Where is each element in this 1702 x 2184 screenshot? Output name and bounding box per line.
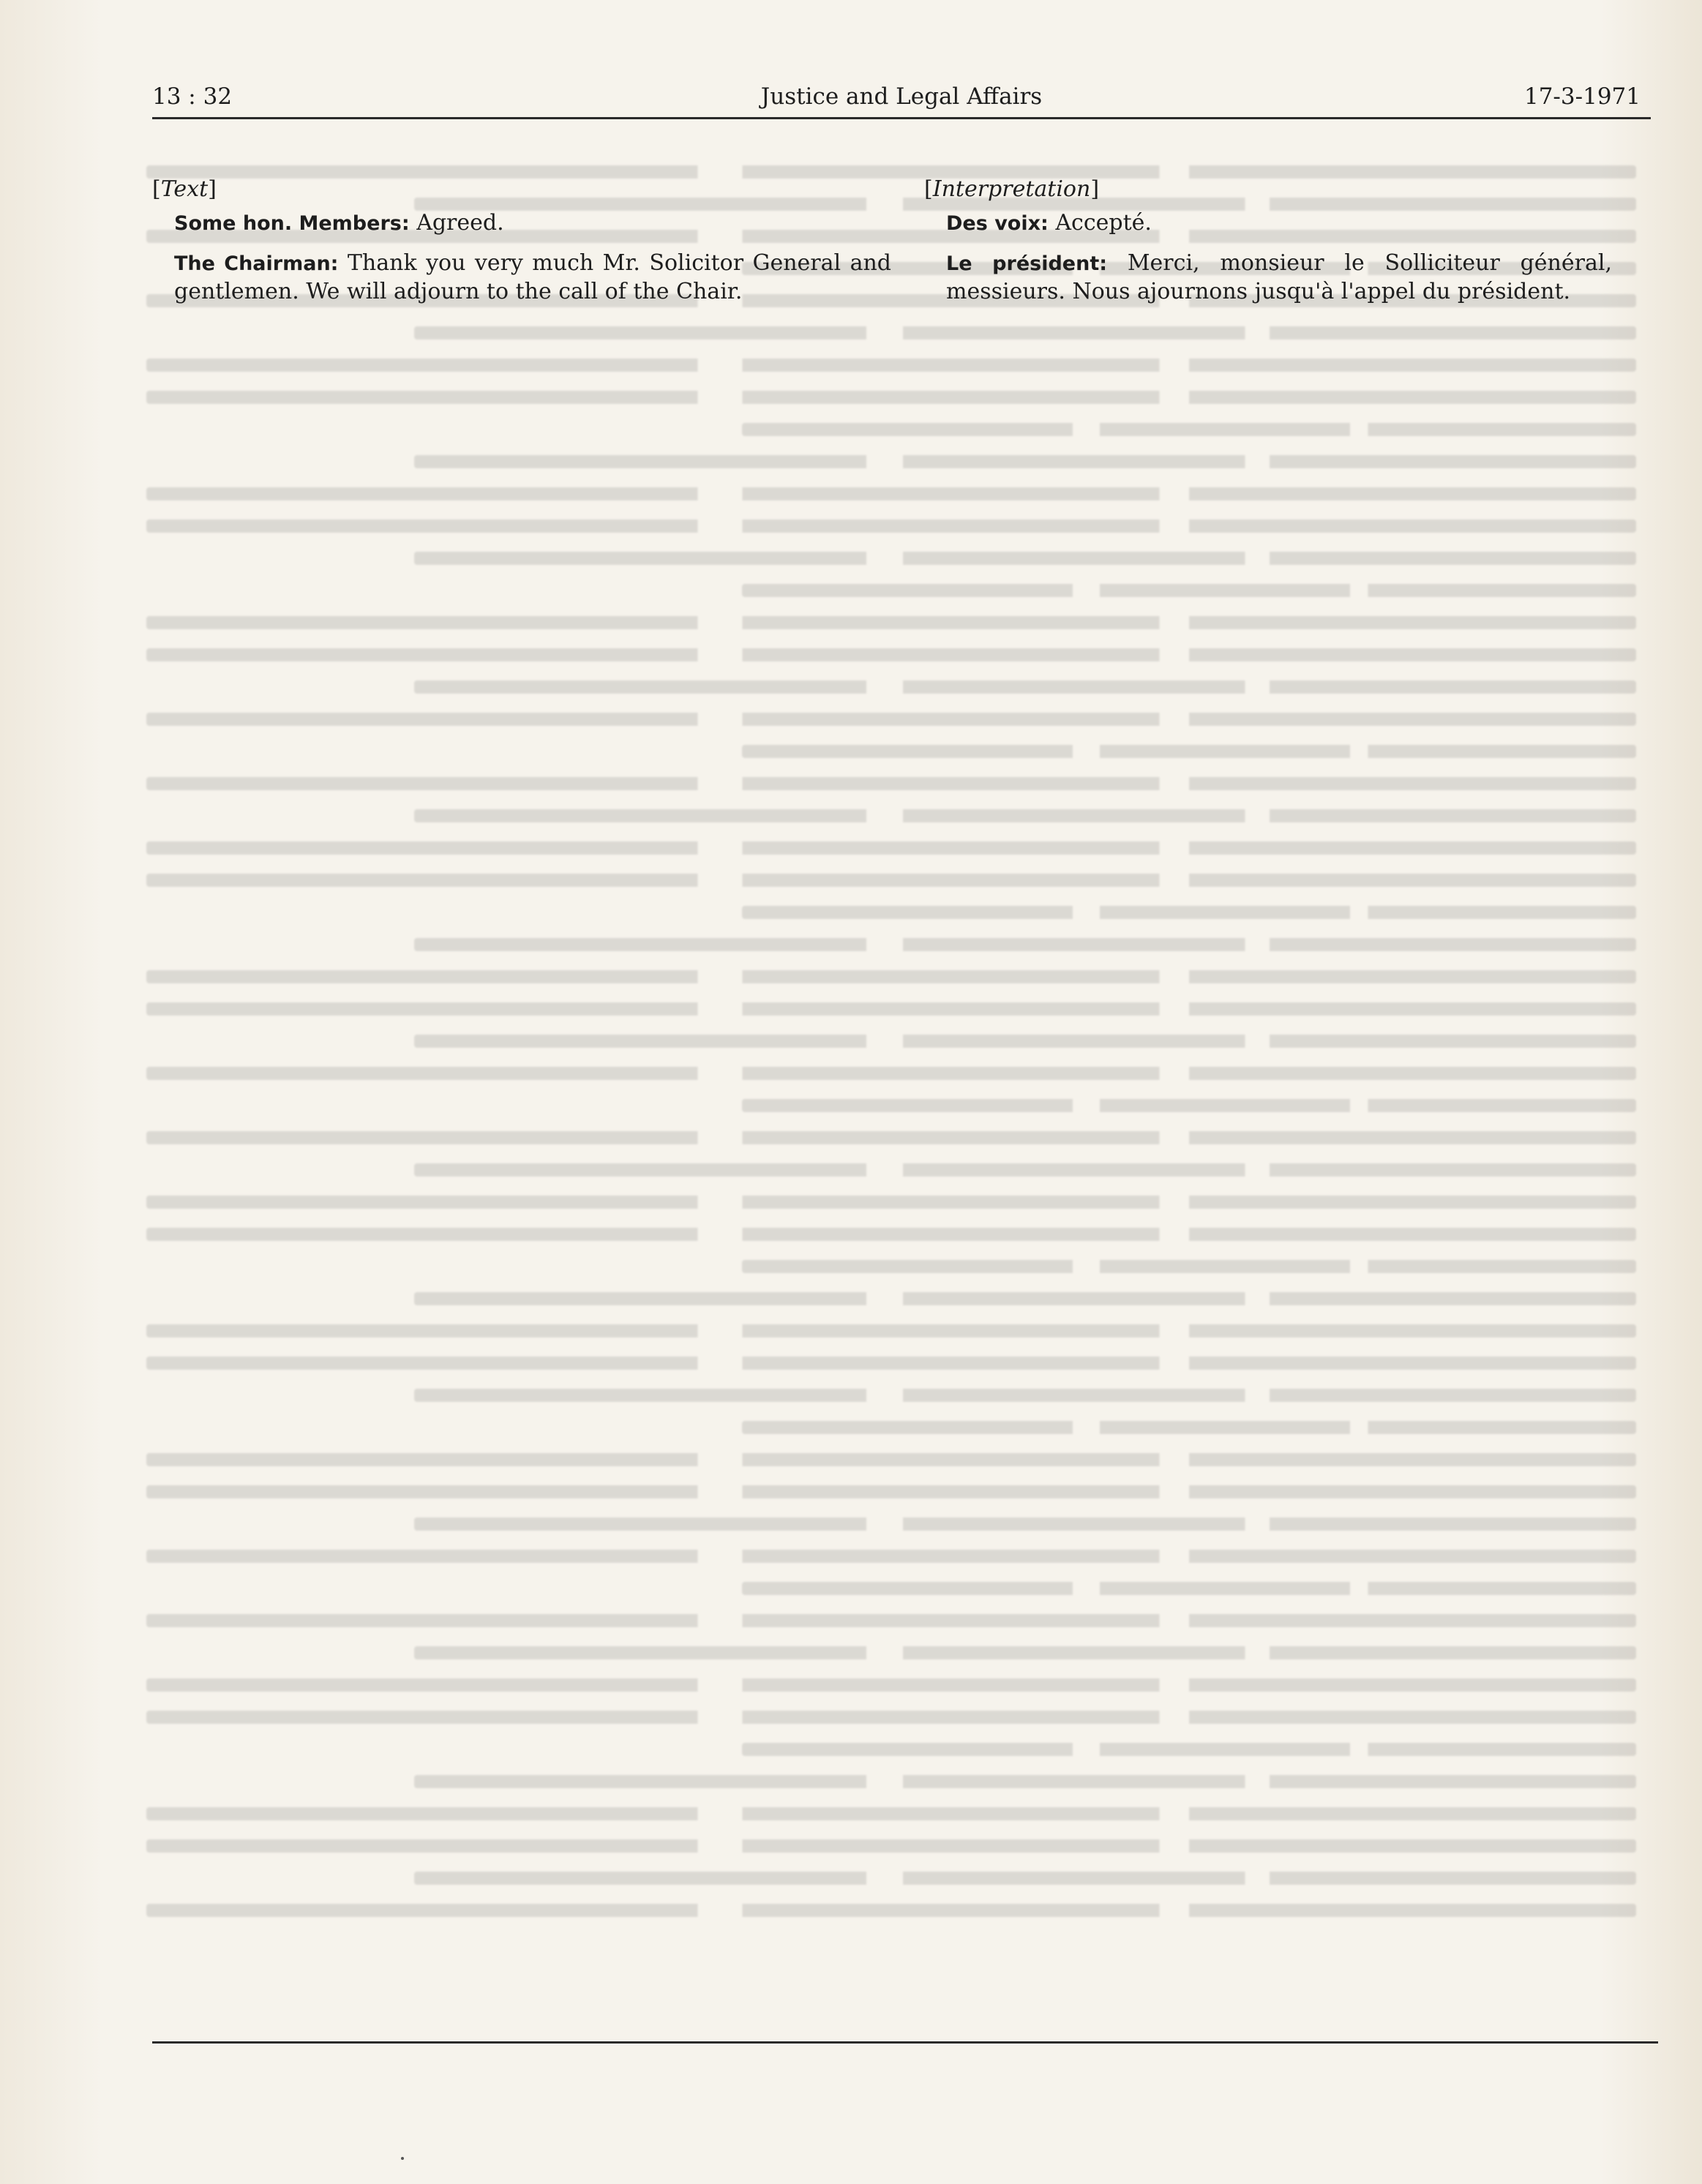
speaker-name: The Chairman: [174, 252, 339, 275]
transcript-paragraph [924, 249, 1612, 306]
section-label-interpretation: [Interpretation] [924, 176, 1100, 202]
page-title: Justice and Legal Affairs [760, 83, 1043, 110]
french-column [924, 176, 1612, 318]
speaker-name: Le président: [946, 252, 1108, 275]
bleed-through-text [146, 146, 1636, 2016]
page-date: 17-3-1971 [1523, 83, 1641, 110]
speaker-name: Some hon. Members: [174, 212, 410, 235]
footer-rule [152, 2041, 1658, 2044]
transcript-paragraph [924, 209, 1612, 238]
section-label-text: [Text] [152, 176, 217, 202]
speech-text: Agreed. [416, 210, 504, 236]
speech-text: Thank you very much Mr. Solicitor General and gentlemen. We will adjourn to the call of the Chair. [174, 250, 891, 304]
transcript-paragraph [152, 209, 891, 238]
page-header [152, 82, 1651, 119]
speck-mark [401, 2157, 404, 2160]
transcript-paragraph [152, 249, 891, 306]
speech-text: Merci, monsieur le Solliciteur général, messieurs. Nous ajournons jusqu'à l'appel du président. [946, 250, 1612, 304]
english-column [152, 176, 891, 318]
speaker-name: Des voix: [946, 212, 1049, 235]
speech-text: Accepté. [1055, 210, 1152, 236]
page-number: 13 : 32 [152, 83, 233, 110]
